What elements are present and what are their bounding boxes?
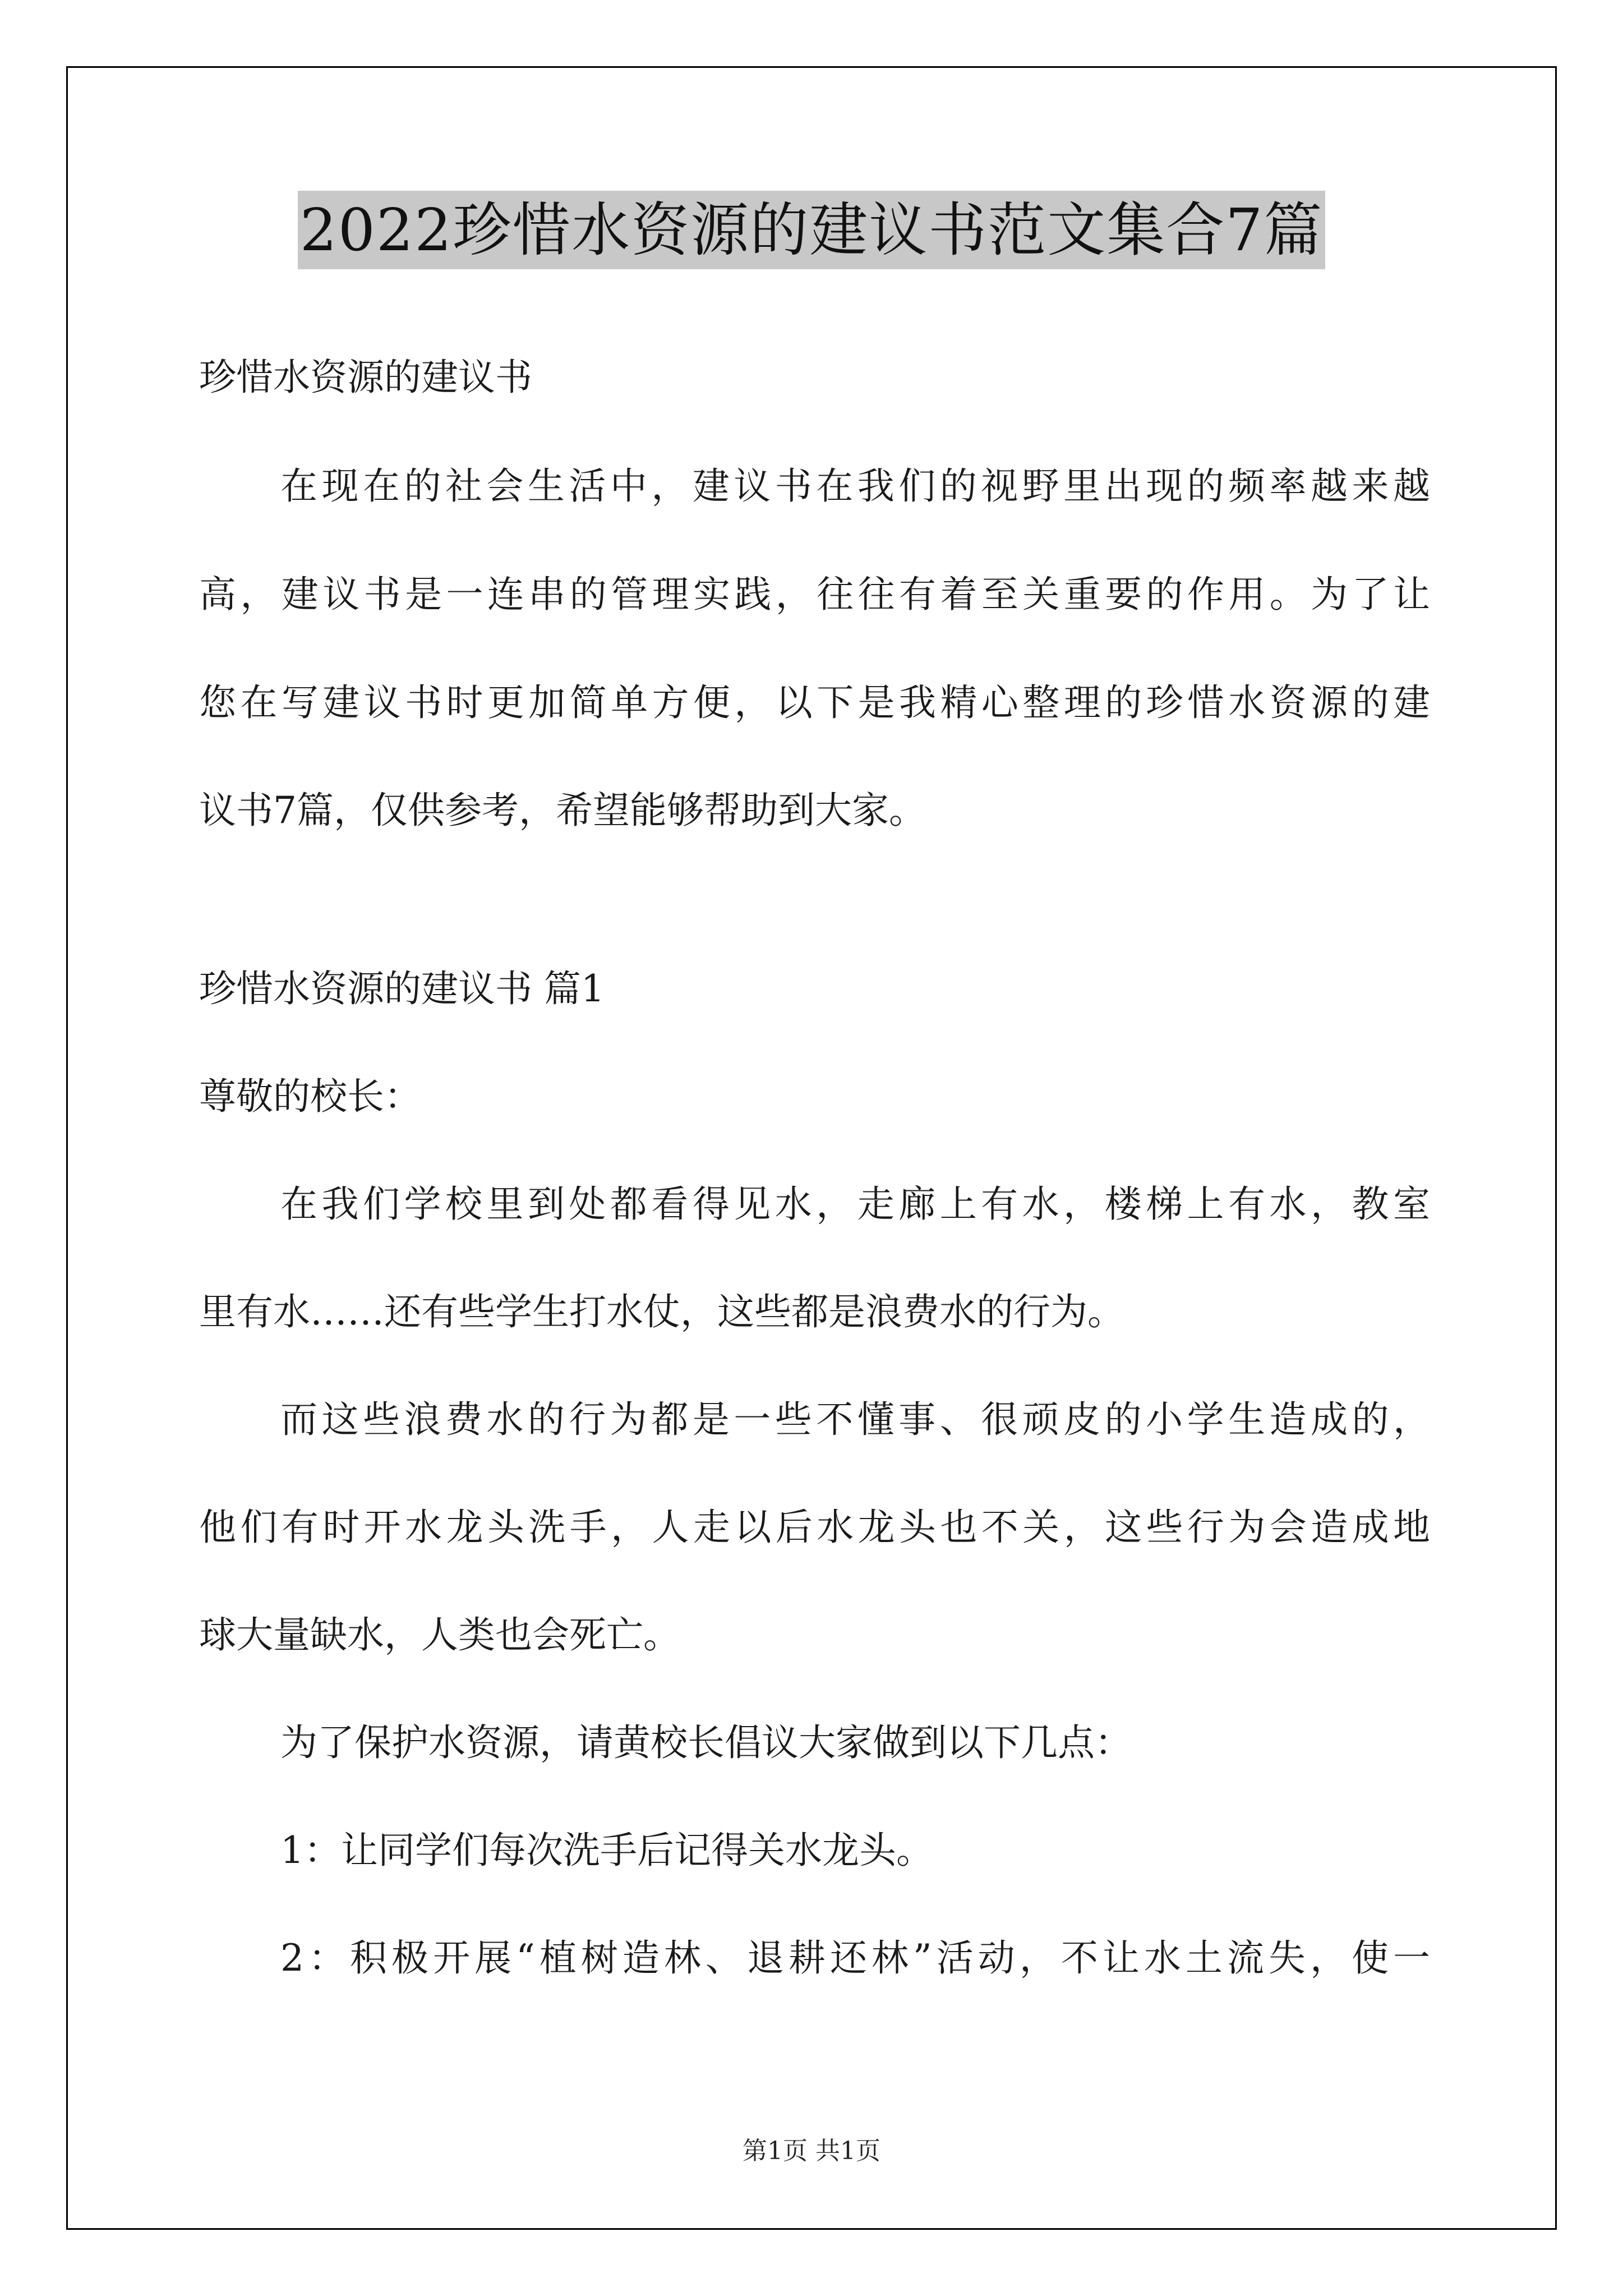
paragraph-line: 他们有时开水龙头洗手，人走以后水龙头也不关，这些行为会造成地 xyxy=(199,1506,1430,1549)
section-heading: 珍惜水资源的建议书 篇1 xyxy=(199,967,605,1010)
paragraph-line: 里有水……还有些学生打水仗，这些都是浪费水的行为。 xyxy=(199,1290,1124,1333)
list-item: 2：积极开展“植树造林、退耕还林”活动，不让水土流失，使一 xyxy=(280,1936,1430,1980)
paragraph-line: 在我们学校里到处都看得见水，走廊上有水，楼梯上有水，教室 xyxy=(280,1182,1430,1226)
paragraph-line: 议书7篇，仅供参考，希望能够帮助到大家。 xyxy=(199,789,926,832)
title-container xyxy=(0,191,1623,269)
paragraph-line: 而这些浪费水的行为都是一些不懂事、很顽皮的小学生造成的， xyxy=(280,1398,1430,1441)
document-title: 2022珍惜水资源的建议书范文集合7篇 xyxy=(298,191,1326,269)
list-item: 1：让同学们每次洗手后记得关水龙头。 xyxy=(280,1829,933,1872)
paragraph-line: 在现在的社会生活中，建议书在我们的视野里出现的频率越来越 xyxy=(280,464,1430,508)
salutation: 尊敬的校长： xyxy=(199,1075,421,1118)
paragraph-line: 高，建议书是一连串的管理实践，往往有着至关重要的作用。为了让 xyxy=(199,573,1430,616)
paragraph-line: 为了保护水资源，请黄校长倡议大家做到以下几点： xyxy=(280,1721,1132,1764)
paragraph-line: 您在写建议书时更加简单方便，以下是我精心整理的珍惜水资源的建 xyxy=(199,681,1430,724)
paragraph-line: 球大量缺水，人类也会死亡。 xyxy=(199,1613,680,1657)
section-heading: 珍惜水资源的建议书 xyxy=(199,356,532,399)
page-footer: 第1页 共1页 xyxy=(743,2137,880,2165)
